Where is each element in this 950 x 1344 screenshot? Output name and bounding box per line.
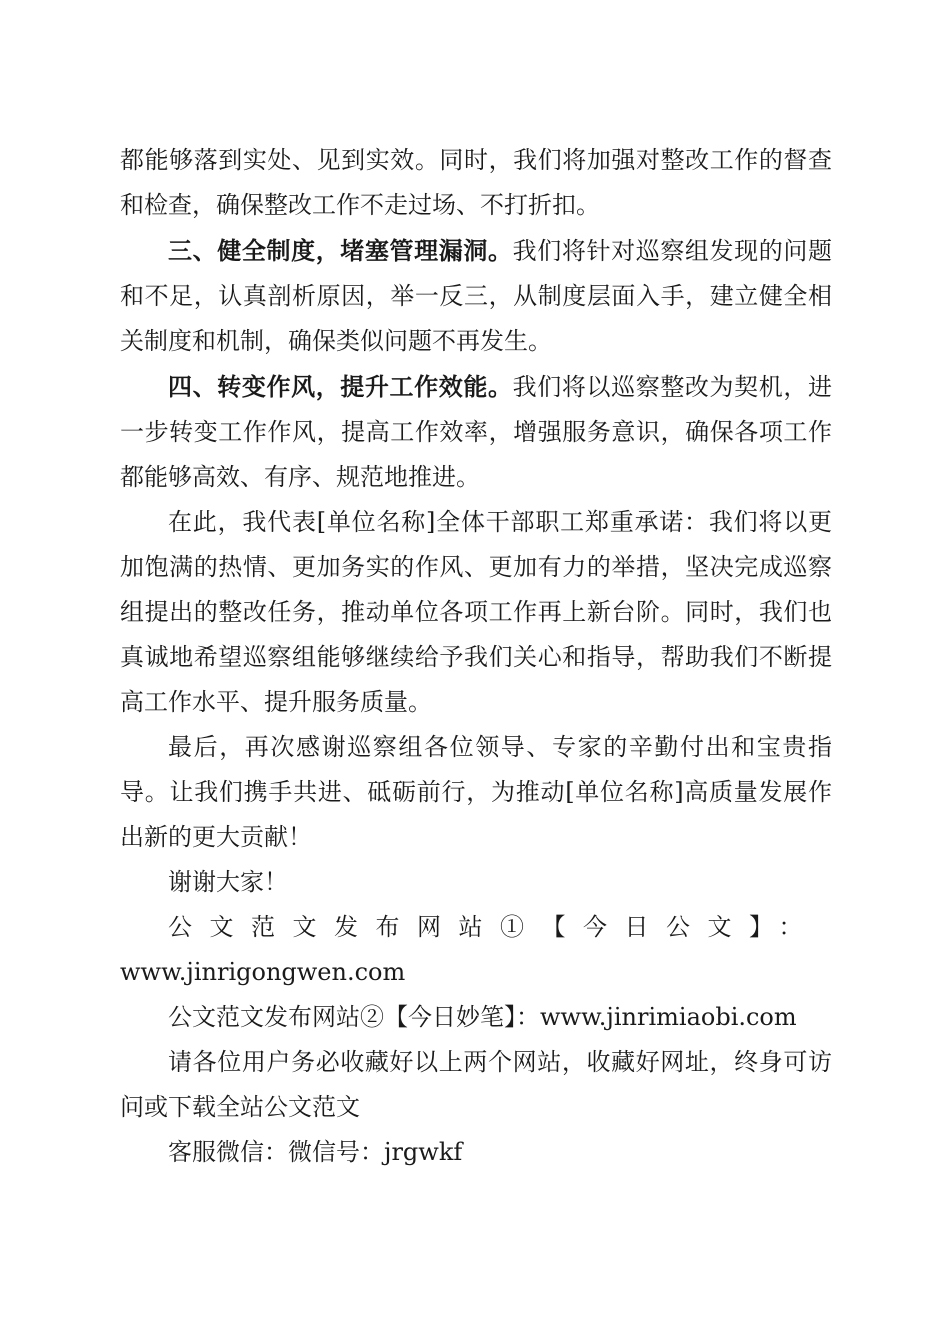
section-body-4: 我们将以巡察整改为契机，进一步转变工作作风，提高工作效率，增强服务意识，确保各项工作都能够高效、有序、规范地推进。 [120, 373, 833, 491]
site-1-label: 公文范文发布网站①【今日公文】： [168, 913, 820, 941]
customer-service-line [120, 1130, 832, 1175]
closing-thanks: 谢谢大家！ [168, 868, 288, 896]
paragraph-3 [120, 364, 832, 500]
bookmark-notice: 请各位用户务必收藏好以上两个网站，收藏好网址，终身可访问或下载全站公文范文 [120, 1048, 832, 1121]
site-2-line [120, 995, 832, 1040]
customer-service-label: 客服微信：微信号： [168, 1138, 384, 1166]
site-2-label: 公文范文发布网站②【今日妙笔】： [168, 1003, 540, 1031]
paragraph-5: 最后，再次感谢巡察组各位领导、专家的辛勤付出和宝贵指导。让我们携手共进、砥砺前行，为推动[单位名称]高质量发展作出新的更大贡献！ [120, 733, 832, 851]
paragraph-1: 都能够落到实处、见到实效。同时，我们将加强对整改工作的督查和检查，确保整改工作不走过场、不打折扣。 [120, 146, 832, 219]
section-body-3: 我们将针对巡察组发现的问题和不足，认真剖析原因，举一反三，从制度层面入手，建立健全相关制度和机制，确保类似问题不再发生。 [120, 237, 833, 355]
site-2-url[interactable]: www.jinrimiaobi.com [540, 1003, 797, 1031]
document-body [120, 138, 832, 1175]
paragraph-4: 在此，我代表[单位名称]全体干部职工郑重承诺：我们将以更加饱满的热情、更加务实的作风、更加有力的举措，坚决完成巡察组提出的整改任务，推动单位各项工作再上新台阶。同时，我们也真诚地希望巡察组能够继续给予我们关心和指导，帮助我们不断提高工作水平、提升服务质量。 [120, 508, 832, 716]
section-heading-3: 三、健全制度，堵塞管理漏洞。 [168, 236, 513, 265]
site-1-url[interactable]: www.jinrigongwen.com [120, 958, 406, 986]
paragraph-2 [120, 228, 832, 364]
section-heading-4: 四、转变作风，提升工作效能。 [168, 372, 513, 401]
wechat-id: jrgwkf [384, 1138, 463, 1166]
site-1-line [120, 905, 832, 995]
